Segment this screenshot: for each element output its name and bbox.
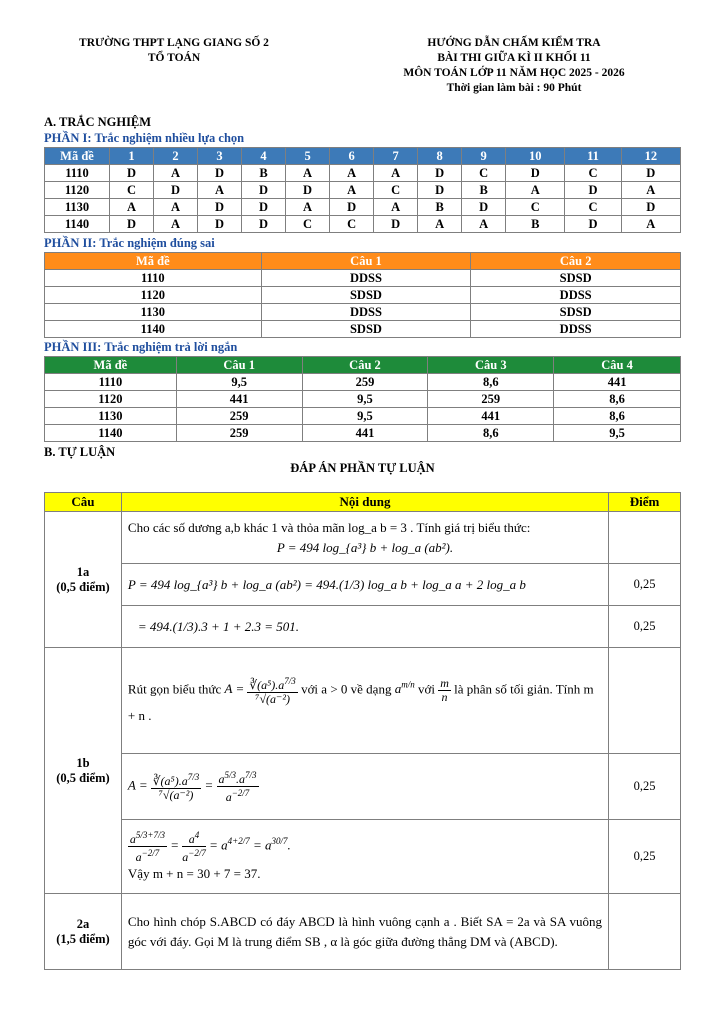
section-b-title: B. TỰ LUẬN [44, 445, 116, 459]
part1-header-1: 1 [110, 148, 154, 165]
part3-header-2: Câu 2 [302, 357, 428, 374]
part2-cell: 1140 [45, 321, 262, 338]
col-content: Nội dung [121, 493, 608, 512]
part2-header-2: Câu 2 [471, 253, 681, 270]
q1b-text-3: với [417, 681, 435, 697]
part3-header-4: Câu 4 [554, 357, 681, 374]
q1b-points: (0,5 điểm) [56, 770, 110, 785]
table-row [45, 425, 681, 442]
part1-cell: D [565, 182, 621, 199]
part3-cell: 1110 [45, 374, 177, 391]
q1b-label-cell [45, 648, 122, 894]
part1-cell: B [242, 165, 286, 182]
part1-cell: D [330, 199, 374, 216]
part2-cell: DDSS [471, 321, 681, 338]
part1-cell: D [110, 165, 154, 182]
part3-cell: 8,6 [428, 425, 554, 442]
part1-table [44, 147, 681, 233]
q1a-formula: P = 494 log_{a³} b + log_a (ab²). [276, 539, 454, 555]
part2-title: PHẦN II: Trắc nghiệm đúng sai [44, 236, 215, 250]
part1-cell: A [330, 165, 374, 182]
q2a-question: Cho hình chóp S.ABCD có đáy ABCD là hình vuông cạnh a . Biết SA = 2a và SA vuông góc với đáy. Gọi M là trung điểm SB , α là góc giữa đường thẳng DM và (ABCD). [121, 894, 608, 970]
q1b-label: 1b [76, 755, 90, 770]
part1-cell: C [565, 199, 621, 216]
q1b-step2-formula: $\frac{a^{5/3+7/3}}{a^{-2/7}}$ = $\frac{a^4}{a^{-2/7}}$ = $a^{4+2/7} = a^{30/7}$. [129, 830, 291, 864]
part1-cell: A [110, 199, 154, 216]
doc-title-3: MÔN TOÁN LỚP 11 NĂM HỌC 2025 - 2026 [403, 67, 625, 79]
part2-cell: DDSS [261, 270, 471, 287]
part2-cell: 1110 [45, 270, 262, 287]
part1-cell: D [242, 199, 286, 216]
part1-cell: A [418, 216, 462, 233]
part1-cell: D [418, 182, 462, 199]
part3-cell: 1120 [45, 391, 177, 408]
q1a-step1: P = 494 log_{a³} b + log_a (ab²) = 494.(1/3) log_a b + log_a a + 2 log_a b [121, 564, 608, 606]
part1-cell: A [374, 165, 418, 182]
part1-cell: A [286, 165, 330, 182]
q2a-label: 2a [76, 916, 90, 931]
part3-header-3: Câu 3 [428, 357, 554, 374]
q1a-step2: = 494.(1/3).3 + 1 + 2.3 = 501. [121, 606, 608, 648]
q1b-text-1: Rút gọn biểu thức [127, 681, 222, 697]
q1a-label: 1a [76, 564, 90, 579]
q1a-label-cell [45, 512, 122, 648]
q1a-text: Cho các số dương a,b khác 1 và thỏa mãn log_a b = 3 . Tính giá trị biểu thức: [127, 519, 531, 535]
part1-cell: D [506, 165, 565, 182]
q1a-step1-score: 0,25 [609, 564, 681, 606]
part3-cell: 441 [302, 425, 428, 442]
part3-cell: 9,5 [176, 374, 302, 391]
part1-cell: 1140 [45, 216, 110, 233]
part1-cell: C [565, 165, 621, 182]
part1-cell: D [418, 165, 462, 182]
part3-cell: 259 [302, 374, 428, 391]
table-row [45, 199, 681, 216]
part1-header-12: 12 [621, 148, 680, 165]
part1-cell: A [374, 199, 418, 216]
part1-cell: A [462, 216, 506, 233]
school-name: TRƯỜNG THPT LẠNG GIANG SỐ 2 [79, 37, 269, 49]
part1-header-0: Mã đề [45, 148, 110, 165]
part1-cell: D [462, 199, 506, 216]
part1-cell: A [154, 216, 198, 233]
part1-cell: D [198, 165, 242, 182]
part1-cell: B [462, 182, 506, 199]
part3-cell: 441 [554, 374, 681, 391]
part2-cell: 1130 [45, 304, 262, 321]
part1-header-3: 3 [198, 148, 242, 165]
table-row [45, 408, 681, 425]
part1-cell: 1130 [45, 199, 110, 216]
part1-cell: A [621, 216, 680, 233]
part2-header-0: Mã đề [45, 253, 262, 270]
part1-cell: A [621, 182, 680, 199]
doc-title-1: HƯỚNG DẪN CHẤM KIỂM TRA [427, 37, 601, 49]
section-a-title: A. TRẮC NGHIỆM [44, 115, 152, 129]
doc-title-2: BÀI THI GIỮA KÌ II KHỐI 11 [437, 52, 591, 64]
q1b-step1-score: 0,25 [609, 754, 681, 820]
col-cau: Câu [45, 493, 122, 512]
department: TỔ TOÁN [147, 52, 201, 64]
part1-header-2: 2 [154, 148, 198, 165]
part1-cell: C [506, 199, 565, 216]
q1b-question [121, 648, 608, 754]
part1-cell: D [154, 182, 198, 199]
part1-header-5: 5 [286, 148, 330, 165]
part3-title: PHẦN III: Trắc nghiệm trả lời ngắn [44, 340, 238, 354]
q1b-form: $a^{m/n}$ [394, 680, 415, 697]
part2-cell: DDSS [261, 304, 471, 321]
table-row [45, 270, 681, 287]
part3-cell: 259 [428, 391, 554, 408]
q1b-conclusion: Vậy m + n = 30 + 7 = 37. [127, 866, 261, 881]
part3-table [44, 356, 681, 442]
part2-cell: 1120 [45, 287, 262, 304]
q1a-question [121, 512, 608, 564]
part1-cell: B [418, 199, 462, 216]
part3-cell: 441 [176, 391, 302, 408]
part1-cell: C [374, 182, 418, 199]
q1a-points: (0,5 điểm) [56, 579, 110, 594]
part1-header-11: 11 [565, 148, 621, 165]
part3-cell: 1140 [45, 425, 177, 442]
q2a-label-cell [45, 894, 122, 970]
part3-cell: 259 [176, 408, 302, 425]
part1-header-10: 10 [506, 148, 565, 165]
part2-header-1: Câu 1 [261, 253, 471, 270]
part3-cell: 9,5 [302, 408, 428, 425]
part1-cell: D [621, 165, 680, 182]
part3-header-1: Câu 1 [176, 357, 302, 374]
part1-cell: D [565, 216, 621, 233]
part2-cell: SDSD [471, 304, 681, 321]
table-row [45, 304, 681, 321]
q1b-fraction: $\frac{m}{n}$ [440, 676, 449, 704]
part2-cell: SDSD [261, 287, 471, 304]
part1-cell: C [110, 182, 154, 199]
part1-cell: D [621, 199, 680, 216]
part2-table [44, 252, 681, 338]
table-row [45, 165, 681, 182]
table-row [45, 374, 681, 391]
part1-cell: A [286, 199, 330, 216]
part3-header-0: Mã đề [45, 357, 177, 374]
q1b-expression: A = $\frac{∛(a^5).a^{7/3}}{\text{⁷√(a⁻²)}}$ [224, 676, 296, 706]
part1-cell: D [374, 216, 418, 233]
part3-cell: 8,6 [554, 391, 681, 408]
q1a-step2-score: 0,25 [609, 606, 681, 648]
table-row [45, 216, 681, 233]
q1b-step2 [121, 820, 608, 894]
part2-cell: DDSS [471, 287, 681, 304]
part3-cell: 1130 [45, 408, 177, 425]
part1-title: PHẦN I: Trắc nghiệm nhiều lựa chọn [44, 131, 245, 145]
q2a-points: (1,5 điểm) [56, 931, 110, 946]
part1-cell: A [330, 182, 374, 199]
exam-time: Thời gian làm bài : 90 Phút [446, 82, 582, 94]
part1-cell: D [242, 182, 286, 199]
part3-cell: 8,6 [428, 374, 554, 391]
part3-cell: 259 [176, 425, 302, 442]
q1b-step1: A = $\frac{∛(a^5).a^{7/3}}{\text{⁷√(a⁻²)}}$ = $\frac{a^{5/3}.a^{7/3}}{a^{-2/7}}$ [121, 754, 608, 820]
part3-cell: 9,5 [302, 391, 428, 408]
part1-cell: C [330, 216, 374, 233]
part1-cell: A [198, 182, 242, 199]
q1b-text-4: là phân số tối giản. Tính m + n . [127, 681, 594, 723]
part3-cell: 9,5 [554, 425, 681, 442]
table-row [45, 391, 681, 408]
part1-cell: C [286, 216, 330, 233]
part1-cell: D [110, 216, 154, 233]
essay-table [44, 492, 681, 970]
table-row [45, 182, 681, 199]
part1-cell: A [154, 165, 198, 182]
table-row [45, 287, 681, 304]
part1-cell: D [242, 216, 286, 233]
part1-cell: A [154, 199, 198, 216]
part1-cell: B [506, 216, 565, 233]
part1-cell: D [286, 182, 330, 199]
part3-cell: 8,6 [554, 408, 681, 425]
part3-cell: 441 [428, 408, 554, 425]
part1-header-8: 8 [418, 148, 462, 165]
part2-cell: SDSD [261, 321, 471, 338]
q1b-text-2: với a > 0 về dạng [301, 681, 392, 697]
part1-header-7: 7 [374, 148, 418, 165]
part2-cell: SDSD [471, 270, 681, 287]
essay-title: ĐÁP ÁN PHẦN TỰ LUẬN [290, 461, 435, 475]
part1-cell: C [462, 165, 506, 182]
q1b-step2-score: 0,25 [609, 820, 681, 894]
part1-header-9: 9 [462, 148, 506, 165]
part1-header-4: 4 [242, 148, 286, 165]
table-row [45, 321, 681, 338]
part1-cell: A [506, 182, 565, 199]
part1-cell: 1120 [45, 182, 110, 199]
part1-cell: 1110 [45, 165, 110, 182]
part1-cell: D [198, 199, 242, 216]
part1-header-6: 6 [330, 148, 374, 165]
col-diem: Điểm [609, 493, 681, 512]
part1-cell: D [198, 216, 242, 233]
